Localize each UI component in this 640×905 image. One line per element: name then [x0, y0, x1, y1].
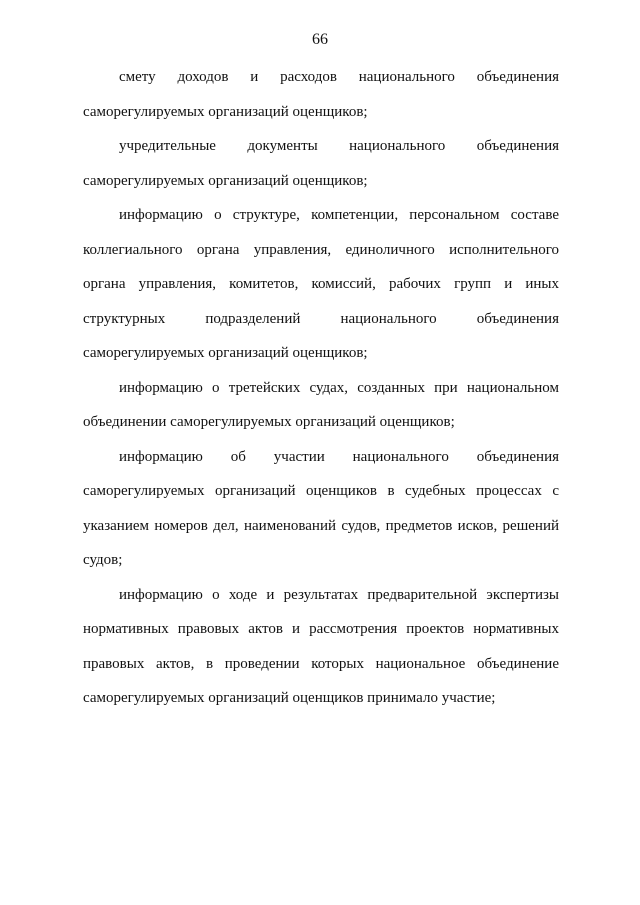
paragraph-structure-info: информацию о структуре, компетенции, персональном составе коллегиального органа управления, единоличного исполнительного органа управления, комитетов, комиссий, рабочих групп и иных структурных подразделений национального объединения саморегулируемых организаций оценщиков;: [83, 207, 559, 361]
paragraph-founding-documents: учредительные документы национального объединения саморегулируемых организаций оценщиков;: [83, 138, 559, 189]
paragraph-arbitration-courts: информацию о третейских судах, созданных при национальном объединении саморегулируемых организаций оценщиков;: [83, 379, 559, 430]
paragraph-legal-expertise: информацию о ходе и результатах предварительной экспертизы нормативных правовых актов и рассмотрения проектов нормативных правовых актов, в проведении которых национальное объединение саморегулируемых организаций оценщиков принимало участие;: [83, 586, 559, 706]
document-body: [83, 60, 559, 716]
paragraph-budget: смету доходов и расходов национального объединения саморегулируемых организаций оценщиков;: [83, 69, 559, 120]
page-number: 66: [312, 31, 328, 48]
paragraph-court-proceedings: информацию об участии национального объединения саморегулируемых организаций оценщиков в судебных процессах с указанием номеров дел, наименований судов, предметов исков, решений судов;: [83, 448, 559, 568]
